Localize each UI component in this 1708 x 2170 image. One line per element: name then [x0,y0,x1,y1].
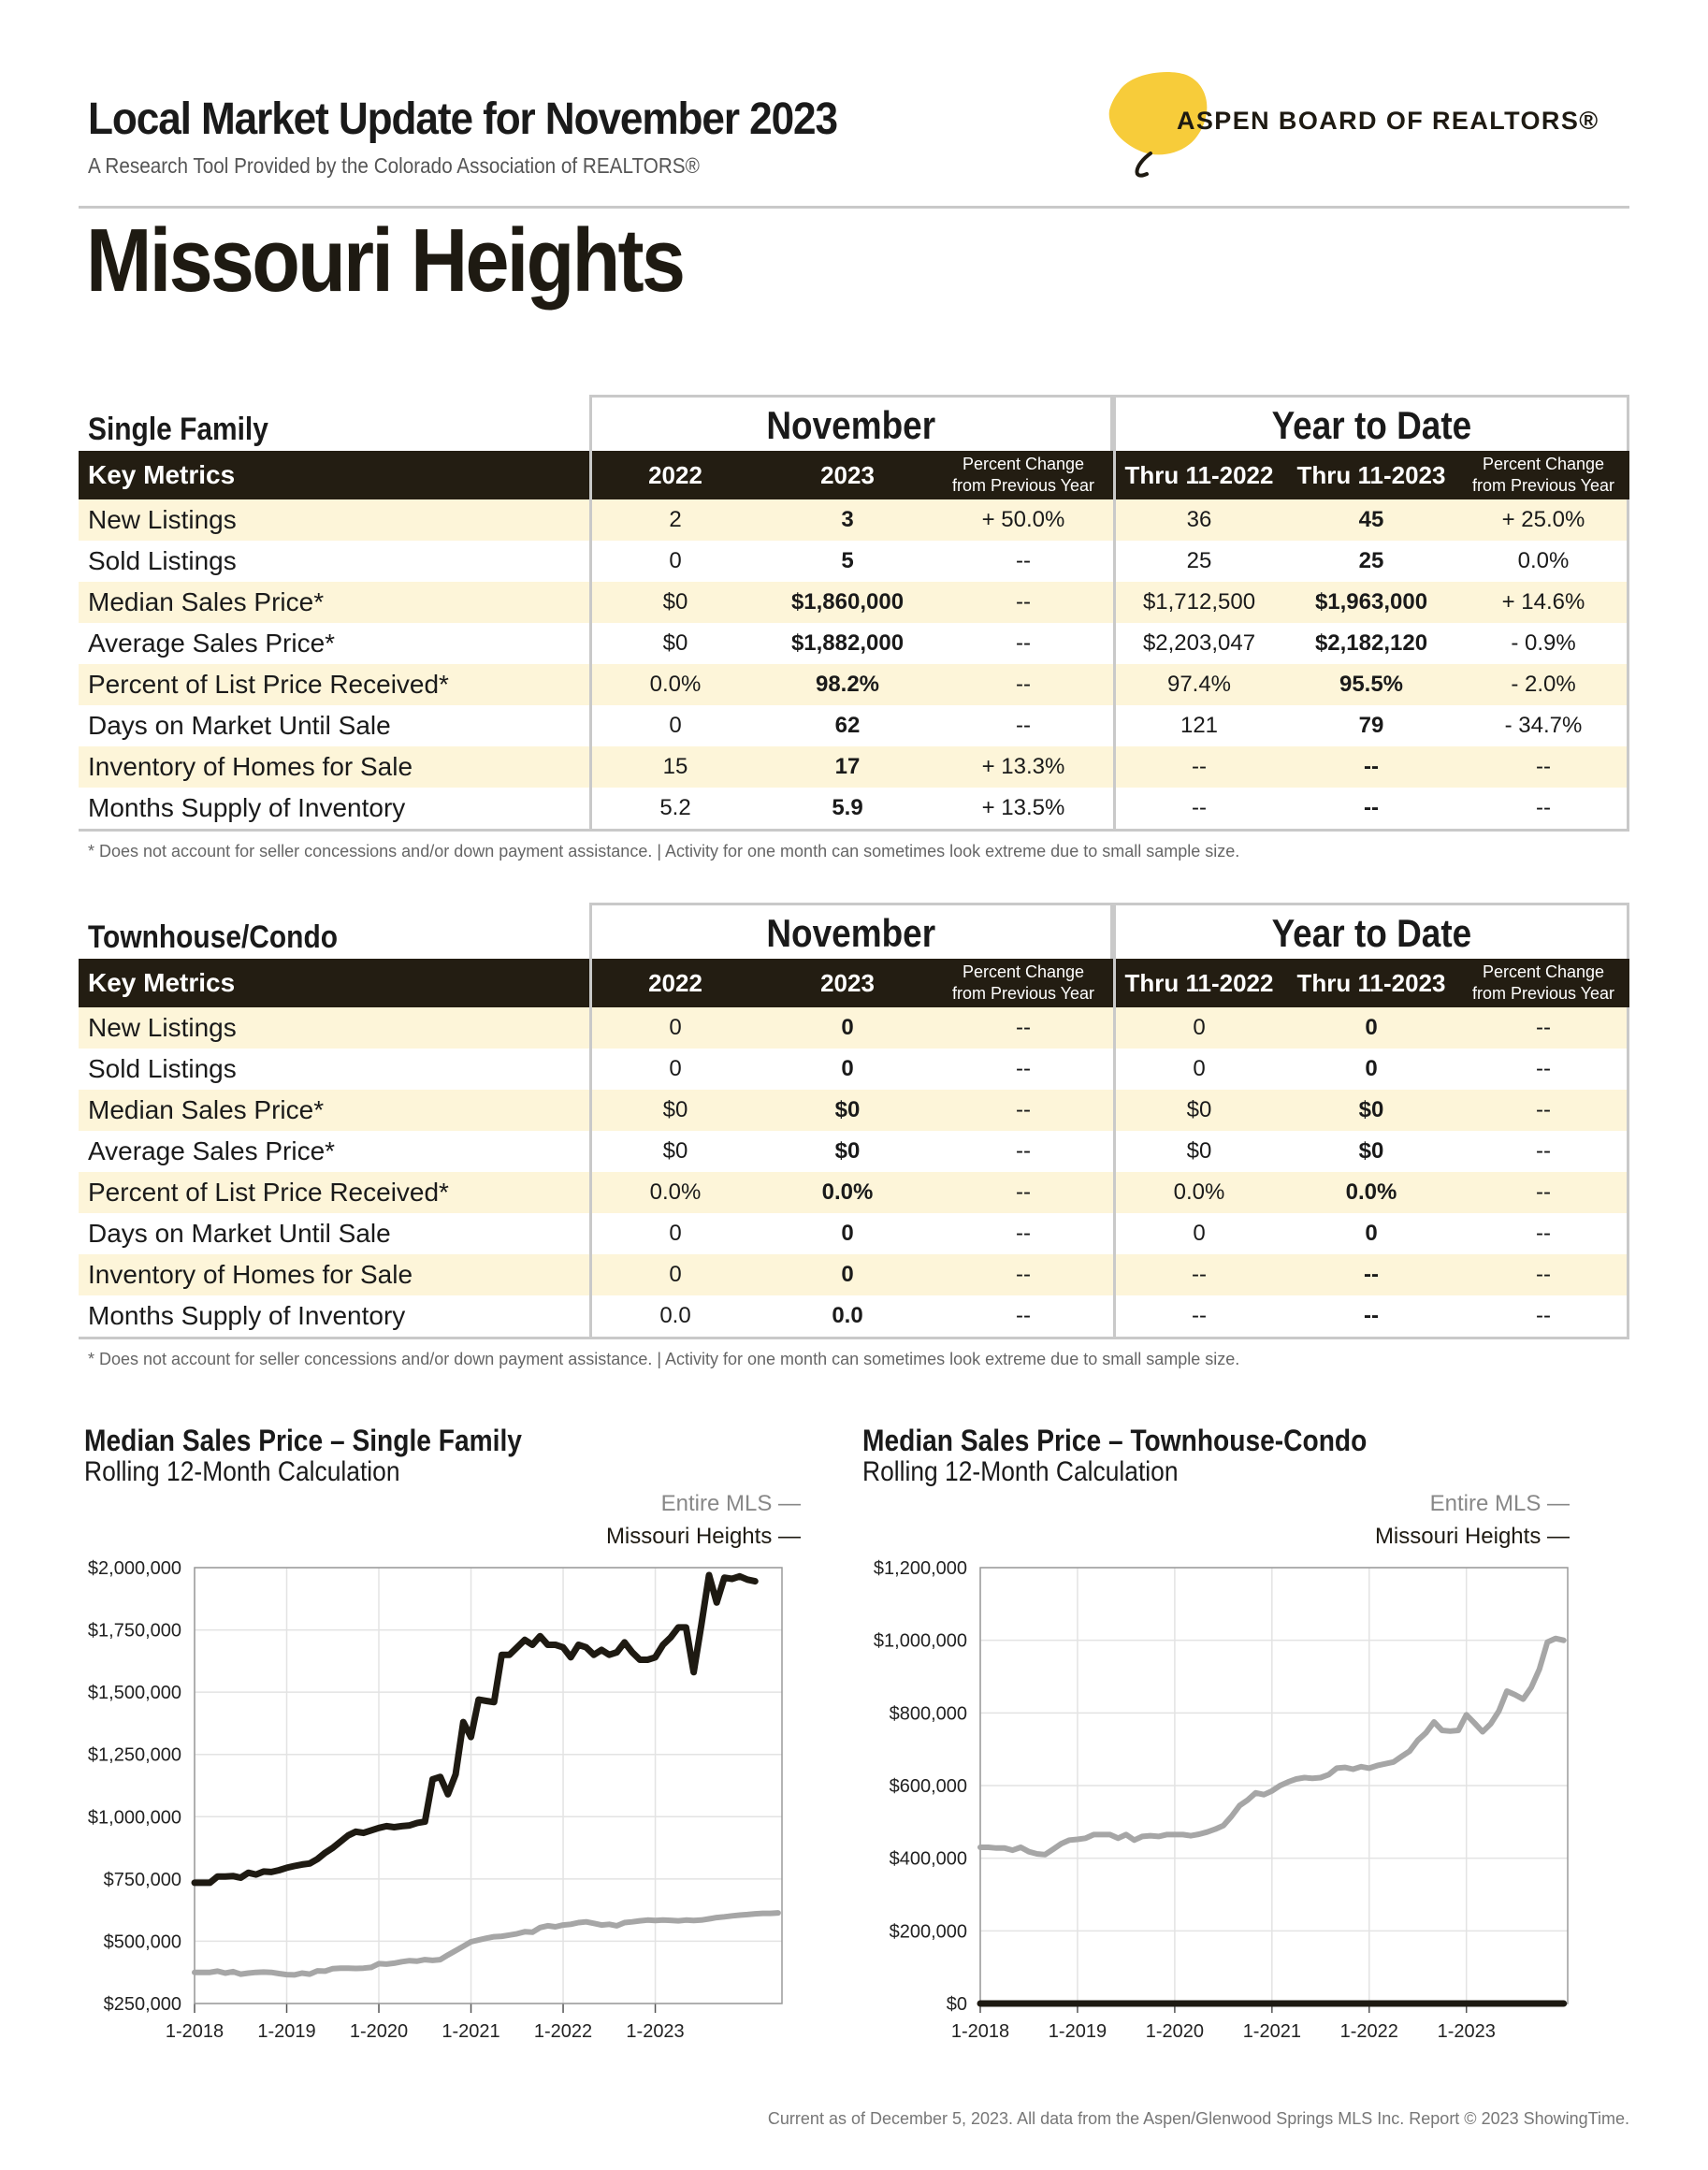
pct-change-line2: from Previous Year [951,476,1095,495]
section-name: Single Family [88,412,268,447]
metric-value: $1,882,000 [790,630,905,656]
metric-value: - 0.9% [1511,630,1576,656]
metric-value: -- [1192,1262,1207,1287]
x-tick-label: 1-2020 [1145,2021,1205,2042]
metric-label: Average Sales Price* [88,1136,336,1165]
metric-value: 0.0% [1517,548,1570,573]
metric-value: 0 [1365,1221,1378,1246]
metric-label: New Listings [88,505,237,534]
metric-value: 121 [1180,713,1219,738]
y-tick-label: $750,000 [103,1869,181,1890]
metric-value: 98.2% [815,672,880,697]
table-footnote: * Does not account for seller concessions and/or down payment assistance. | Activity for one month can sometimes look extreme due to small sample size. [88,842,1240,861]
pct-change-line2: from Previous Year [1471,476,1615,495]
metric-value: $1,963,000 [1314,589,1428,615]
table-row [79,1213,1629,1254]
metric-value: -- [1016,1138,1031,1164]
metric-value: 0 [669,548,682,573]
table-row [79,541,1629,582]
group-label: Year to Date [1271,911,1471,955]
metric-value: 0.0% [1173,1179,1225,1205]
metric-value: $0 [662,1138,688,1164]
metric-value: -- [1016,1262,1031,1287]
x-tick-label: 1-2022 [1339,2021,1398,2042]
metric-value: 0 [669,713,682,738]
metric-value: -- [1364,1303,1379,1328]
metric-value: 25 [1186,548,1212,573]
metric-value: 17 [834,754,861,779]
column-header: 2023 [820,460,875,489]
metric-value: -- [1016,1221,1031,1246]
metric-value: 0 [841,1262,854,1287]
metric-label: Median Sales Price* [88,1095,325,1124]
metric-value: 95.5% [1339,672,1404,697]
header-divider [79,206,1629,209]
logo-text: ASPEN BOARD OF REALTORS® [1177,107,1599,135]
metric-value: $0 [662,630,688,656]
column-header [1457,451,1629,499]
metric-value: 0 [1193,1056,1206,1081]
metric-value: -- [1016,672,1031,697]
x-tick-label: 1-2019 [257,2021,316,2042]
y-tick-label: $2,000,000 [87,1558,181,1579]
metric-value: 0.0 [659,1303,691,1328]
metric-value: $2,182,120 [1314,630,1428,656]
column-header: 2022 [648,968,702,997]
metric-value: 0 [669,1056,682,1081]
metric-label: Percent of List Price Received* [88,1178,449,1207]
metric-value: 0 [1365,1015,1378,1040]
table-row [79,1254,1629,1295]
metric-value: -- [1016,589,1031,615]
y-tick-label: $1,750,000 [87,1620,181,1642]
column-header: Key Metrics [88,968,236,997]
metric-label: Sold Listings [88,546,237,575]
group-label: November [766,403,936,447]
chart1-legend-mls: Entire MLS — [660,1491,801,1516]
metric-value: 0 [669,1015,682,1040]
metric-label: Months Supply of Inventory [88,1301,406,1330]
metric-value: $0 [1186,1138,1212,1164]
metric-value: -- [1016,1097,1031,1122]
report-subtitle: A Research Tool Provided by the Colorado Association of REALTORS® [88,153,700,178]
section-name: Townhouse/Condo [88,919,339,955]
chart1-title: Median Sales Price – Single Family [84,1424,522,1457]
column-header: Thru 11-2023 [1296,460,1446,489]
y-tick-label: $800,000 [889,1703,967,1725]
metric-value: + 13.5% [981,795,1065,820]
table-row [79,1172,1629,1213]
metric-value: 25 [1358,548,1384,573]
group-ytd [1113,395,1629,451]
metric-value: -- [1192,754,1207,779]
metric-value: 3 [841,507,854,532]
x-tick-label: 1-2018 [950,2021,1010,2042]
metric-value: $2,203,047 [1142,630,1256,656]
column-header: Thru 11-2022 [1124,460,1274,489]
chart2-legend-mls: Entire MLS — [1429,1491,1570,1516]
x-tick-label: 1-2021 [441,2021,500,2042]
metric-value: $0 [834,1097,861,1122]
metric-label: Inventory of Homes for Sale [88,1260,413,1289]
y-tick-label: $250,000 [103,1994,181,2015]
metric-value: 0.0 [832,1303,863,1328]
x-tick-label: 1-2023 [1437,2021,1496,2042]
y-tick-label: $500,000 [103,1931,181,1953]
townhouse-condo-table [79,903,1629,1368]
column-header-row [79,959,1629,1007]
table-row [79,623,1629,664]
metric-label: New Listings [88,1013,237,1042]
y-tick-label: $1,200,000 [873,1558,967,1579]
column-header [1457,959,1629,1007]
metric-value: + 13.3% [981,754,1065,779]
chart2-subtitle: Rolling 12-Month Calculation [862,1456,1179,1487]
metric-value: 5.9 [832,795,863,820]
column-header: Thru 11-2022 [1124,968,1274,997]
metric-value: $0 [662,1097,688,1122]
y-tick-label: $200,000 [889,1921,967,1943]
metric-value: -- [1536,1303,1551,1328]
pct-change-line1: Percent Change [962,455,1085,473]
metric-value: 0.0% [649,1179,702,1205]
metric-value: 36 [1186,507,1212,532]
y-tick-label: $600,000 [889,1776,967,1797]
chart1-svg [56,1543,814,2048]
metric-label: Days on Market Until Sale [88,711,391,740]
metric-value: -- [1016,548,1031,573]
metric-value: $0 [834,1138,861,1164]
metric-value: + 25.0% [1501,507,1585,532]
metric-value: 5.2 [659,795,691,820]
metric-value: 0 [841,1015,854,1040]
metric-value: -- [1536,795,1551,820]
chart1-subtitle: Rolling 12-Month Calculation [84,1456,400,1487]
metric-value: 0.0% [821,1179,874,1205]
series-line-entire-mls [195,1913,778,1975]
metric-value: 0 [1193,1221,1206,1246]
table-row [79,1131,1629,1172]
table-row [79,705,1629,746]
metric-value: + 50.0% [981,507,1065,532]
metric-value: -- [1536,1138,1551,1164]
table-row [79,664,1629,705]
column-header: Key Metrics [88,460,236,489]
metric-value: $0 [1358,1097,1384,1122]
metric-value: -- [1536,1179,1551,1205]
x-tick-label: 1-2020 [349,2021,409,2042]
metric-value: 97.4% [1166,672,1232,697]
metric-value: + 14.6% [1501,589,1585,615]
table-row [79,746,1629,788]
metric-value: - 34.7% [1504,713,1583,738]
pct-change-line1: Percent Change [1482,455,1605,473]
metric-value: -- [1016,1179,1031,1205]
metric-value: 0 [669,1262,682,1287]
metric-label: Average Sales Price* [88,629,336,658]
metric-value: 0.0% [1345,1179,1397,1205]
table-row [79,499,1629,541]
chart2-title: Median Sales Price – Townhouse-Condo [862,1424,1368,1457]
group-november [589,903,1113,959]
group-label: November [766,911,936,955]
metric-label: Median Sales Price* [88,587,325,616]
x-tick-label: 1-2021 [1242,2021,1301,2042]
leaf-stem-icon [1136,153,1151,176]
metric-value: 0 [1193,1015,1206,1040]
y-tick-label: $1,000,000 [87,1807,181,1829]
metric-value: -- [1016,630,1031,656]
group-ytd [1113,903,1629,959]
metric-value: 2 [669,507,682,532]
metric-value: 79 [1358,713,1384,738]
page-title: Missouri Heights [86,210,684,311]
metric-value: 0 [1365,1056,1378,1081]
metric-label: Percent of List Price Received* [88,670,449,699]
metric-value: -- [1536,1015,1551,1040]
report-title: Local Market Update for November 2023 [88,94,837,144]
metric-value: -- [1536,754,1551,779]
metric-value: $1,860,000 [790,589,905,615]
series-line-missouri-heights [195,1575,755,1883]
metric-label: Days on Market Until Sale [88,1219,391,1248]
footer-note: Current as of December 5, 2023. All data from the Aspen/Glenwood Springs MLS Inc. Report © 2023 ShowingTime. [767,2109,1629,2128]
metric-value: -- [1192,795,1207,820]
table-row [79,1007,1629,1049]
metric-value: 0.0% [649,672,702,697]
column-header-row [79,451,1629,499]
metric-value: -- [1016,1056,1031,1081]
metric-value: -- [1536,1221,1551,1246]
metric-value: 62 [834,713,861,738]
metric-value: 0 [841,1056,854,1081]
metric-value: 15 [662,754,688,779]
single-family-table [79,395,1629,861]
metric-label: Inventory of Homes for Sale [88,752,413,781]
pct-change-line1: Percent Change [1482,962,1605,981]
pct-change-line2: from Previous Year [951,984,1095,1003]
column-header [934,451,1113,499]
column-header: 2022 [648,460,702,489]
metric-value: -- [1536,1262,1551,1287]
metric-value: -- [1536,1056,1551,1081]
metric-value: -- [1192,1303,1207,1328]
table-row [79,582,1629,623]
table-row [79,788,1629,829]
column-header: 2023 [820,968,875,997]
metric-value: -- [1016,713,1031,738]
metric-value: - 2.0% [1511,672,1576,697]
column-header [934,959,1113,1007]
x-tick-label: 1-2023 [626,2021,685,2042]
table-row [79,1090,1629,1131]
chart2-svg [842,1543,1590,2048]
y-tick-label: $1,500,000 [87,1683,181,1704]
group-label: Year to Date [1271,403,1471,447]
metric-value: -- [1364,1262,1379,1287]
metric-value: $0 [662,589,688,615]
metric-value: $0 [1186,1097,1212,1122]
metric-value: -- [1364,754,1379,779]
metric-value: $1,712,500 [1142,589,1256,615]
metric-label: Sold Listings [88,1054,237,1083]
y-tick-label: $1,250,000 [87,1744,181,1766]
metric-value: -- [1364,795,1379,820]
metric-value: -- [1016,1303,1031,1328]
y-tick-label: $0 [946,1994,967,2015]
y-tick-label: $1,000,000 [873,1630,967,1652]
metric-value: -- [1536,1097,1551,1122]
table-footnote: * Does not account for seller concessions and/or down payment assistance. | Activity for one month can sometimes look extreme due to small sample size. [88,1350,1240,1368]
pct-change-line1: Percent Change [962,962,1085,981]
metric-value: 0 [669,1221,682,1246]
y-tick-label: $400,000 [889,1848,967,1870]
x-tick-label: 1-2019 [1048,2021,1107,2042]
table-row [79,1295,1629,1337]
table-row [79,1049,1629,1090]
x-tick-label: 1-2022 [533,2021,593,2042]
metric-value: -- [1016,1015,1031,1040]
metric-value: 0 [841,1221,854,1246]
x-tick-label: 1-2018 [165,2021,224,2042]
column-header: Thru 11-2023 [1296,968,1446,997]
pct-change-line2: from Previous Year [1471,984,1615,1003]
metric-value: 45 [1358,507,1384,532]
metric-label: Months Supply of Inventory [88,793,406,822]
chart2-legend-area: Missouri Heights — [1374,1524,1570,1549]
metric-value: $0 [1358,1138,1384,1164]
chart1-legend-area: Missouri Heights — [605,1524,801,1549]
metric-value: 5 [841,548,854,573]
group-november [589,395,1113,451]
